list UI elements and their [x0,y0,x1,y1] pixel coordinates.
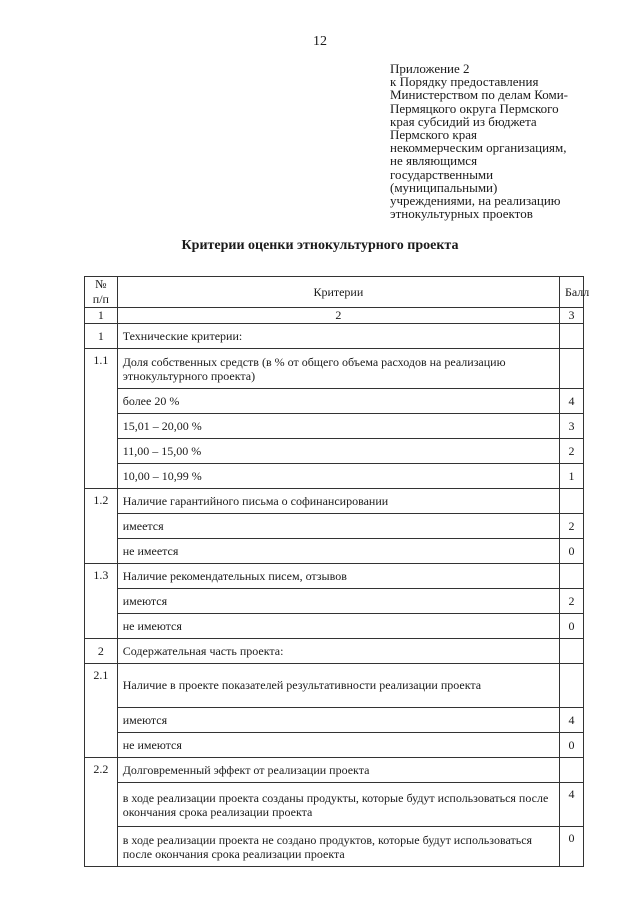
table-row [85,514,584,539]
row-num: 2 [85,639,118,664]
table-row [85,414,584,439]
row-criteria: Наличие гарантийного письма о софинансировании [117,489,559,514]
row-criteria: Наличие рекомендательных писем, отзывов [117,564,559,589]
appendix-line: государственными [390,166,494,182]
appendix-line: некоммерческим организациям, [390,140,567,156]
row-score: 3 [559,414,583,439]
row-num: 1.1 [85,349,118,489]
row-score: 0 [559,614,583,639]
row-score: 2 [559,514,583,539]
row-criteria: 15,01 – 20,00 % [117,414,559,439]
row-score [559,758,583,783]
appendix-line: этнокультурных проектов [390,206,533,222]
table-row [85,439,584,464]
appendix-line: Пермского края [390,127,477,143]
row-num: 2.2 [85,758,118,867]
row-score: 4 [559,783,583,827]
row-score: 0 [559,539,583,564]
table-row [85,539,584,564]
table-row [85,614,584,639]
row-score [559,639,583,664]
row-score [559,564,583,589]
row-criteria: Содержательная часть проекта: [117,639,559,664]
row-criteria: имеются [117,708,559,733]
row-criteria: не имеется [117,539,559,564]
table-row [85,708,584,733]
row-score [559,489,583,514]
col-number-2: 2 [117,308,559,324]
table-row [85,389,584,414]
appendix-line: Приложение 2 [390,61,470,76]
row-criteria: в ходе реализации проекта не создано продуктов, которые будут использоваться после окончания срока реализации проекта [117,827,559,867]
table-row [85,589,584,614]
row-criteria: Долговременный эффект от реализации проекта [117,758,559,783]
row-score: 0 [559,827,583,867]
appendix-line: к Порядку предоставления [390,74,539,90]
table-row [85,489,584,514]
row-score: 4 [559,389,583,414]
column-number-row [85,308,584,324]
row-criteria: 11,00 – 15,00 % [117,439,559,464]
table-row [85,464,584,489]
row-score [559,324,583,349]
table-row [85,564,584,589]
table-row [85,827,584,867]
row-score [559,349,583,389]
header-score: Балл [559,277,583,308]
appendix-line: Министерством по делам Коми- [390,87,568,103]
table-row [85,733,584,758]
header-num: № п/п [85,277,118,308]
table-row [85,783,584,827]
row-criteria: имеются [117,589,559,614]
criteria-table [84,276,590,867]
table-header-row [85,277,584,308]
appendix-line: края субсидий из бюджета [390,113,537,129]
row-score: 0 [559,733,583,758]
row-score: 2 [559,589,583,614]
row-num: 2.1 [85,664,118,758]
appendix-line: Пермяцкого округа Пермского [390,100,559,116]
row-criteria: 10,00 – 10,99 % [117,464,559,489]
row-criteria: в ходе реализации проекта созданы продукты, которые будут использоваться после окончания срока реализации проекта [117,783,559,827]
row-num: 1.3 [85,564,118,639]
page-number: 12 [313,34,327,49]
row-criteria: более 20 % [117,389,559,414]
row-criteria: имеется [117,514,559,539]
row-score: 1 [559,464,583,489]
table-row [85,324,584,349]
row-num: 1 [85,324,118,349]
table-row [85,639,584,664]
row-score [559,664,583,708]
appendix-note [390,62,630,220]
table-row [85,349,584,389]
table-row [85,664,584,708]
appendix-line: не являющимся [390,153,478,169]
row-criteria: не имеются [117,733,559,758]
appendix-line: (муниципальными) [390,179,498,195]
row-criteria: Технические критерии: [117,324,559,349]
row-score: 2 [559,439,583,464]
col-number-1: 1 [85,308,118,324]
document-title: Критерии оценки этнокультурного проекта [181,238,459,253]
appendix-line: учреждениями, на реализацию [390,193,561,209]
row-criteria: Наличие в проекте показателей результативности реализации проекта [117,664,559,708]
col-number-3: 3 [559,308,583,324]
header-criteria: Критерии [117,277,559,308]
row-score: 4 [559,708,583,733]
table-row [85,758,584,783]
row-criteria: не имеются [117,614,559,639]
row-criteria: Доля собственных средств (в % от общего объема расходов на реализацию этнокультурного проекта) [117,349,559,389]
row-num: 1.2 [85,489,118,564]
